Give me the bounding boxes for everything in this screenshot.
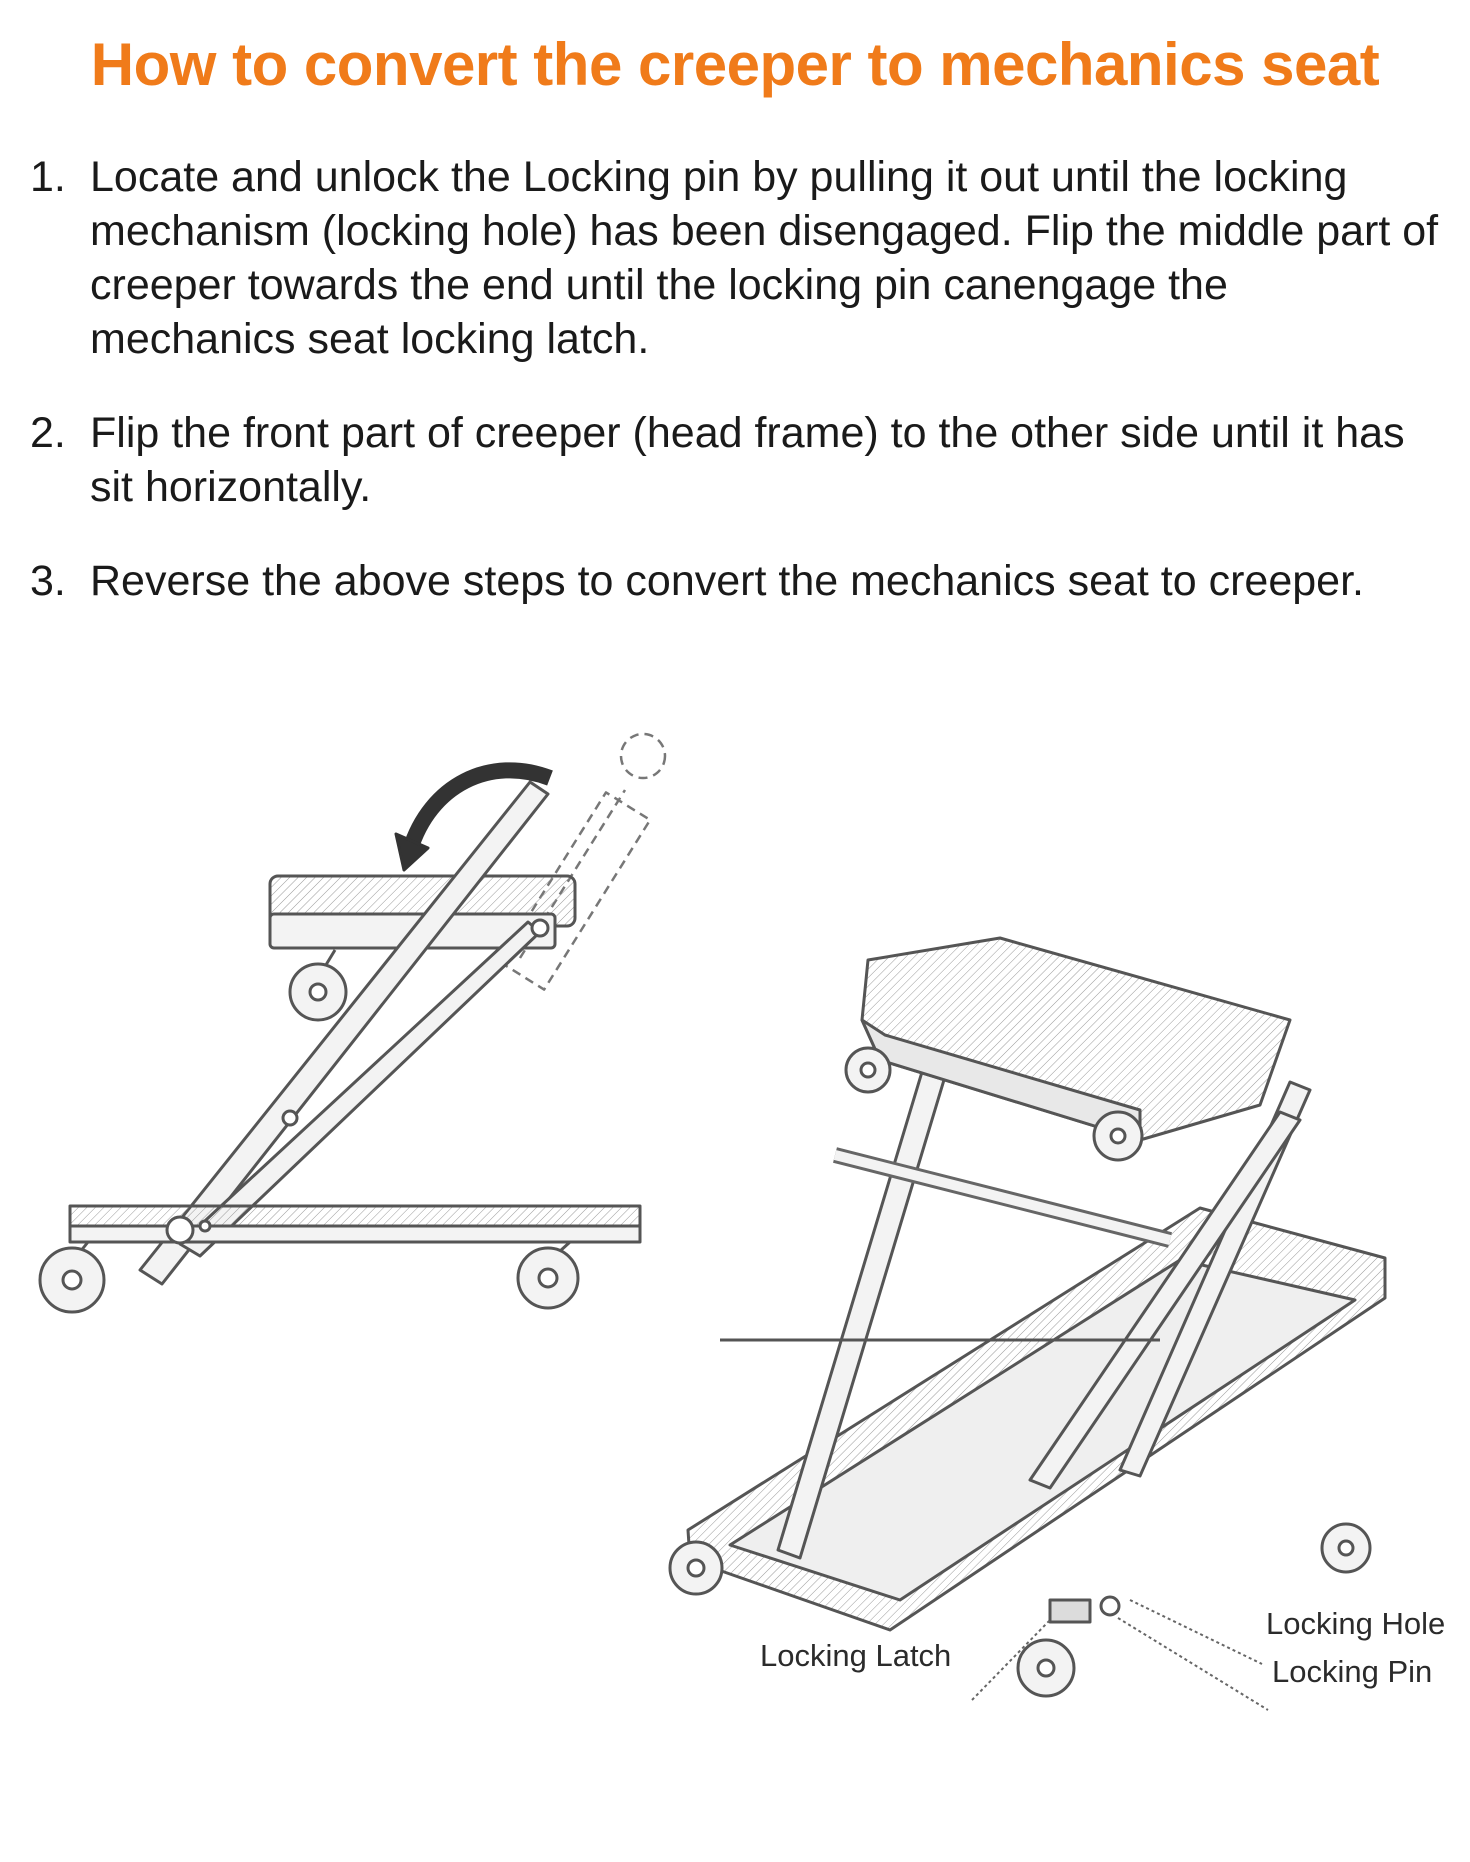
step-text: Flip the front part of creeper (head frame) to the other side until it has sit horizontally. xyxy=(90,409,1405,511)
illustration-area xyxy=(0,700,1470,1862)
step-text: Reverse the above steps to convert the mechanics seat to creeper. xyxy=(90,557,1364,605)
step-number: 1. xyxy=(30,153,66,201)
instruction-step xyxy=(30,406,1440,514)
instruction-list xyxy=(30,150,1440,648)
step-number: 3. xyxy=(30,557,66,605)
step-number: 2. xyxy=(30,409,66,457)
creeper-converting-illustration xyxy=(40,734,665,1312)
locking-pin-callout: Locking Pin xyxy=(1272,1654,1433,1689)
mechanics-seat-illustration xyxy=(670,938,1385,1710)
step-text: Locate and unlock the Locking pin by pulling it out until the locking mechanism (locking hole) has been disengaged. Flip the middle part of creeper towards the end until the locking pin canengage the mechanics seat locking latch. xyxy=(90,153,1439,363)
page-title: How to convert the creeper to mechanics seat xyxy=(90,31,1380,98)
instruction-step xyxy=(30,150,1440,366)
locking-latch-callout: Locking Latch xyxy=(760,1638,952,1673)
locking-hole-callout: Locking Hole xyxy=(1266,1606,1446,1641)
instruction-step xyxy=(30,554,1440,608)
